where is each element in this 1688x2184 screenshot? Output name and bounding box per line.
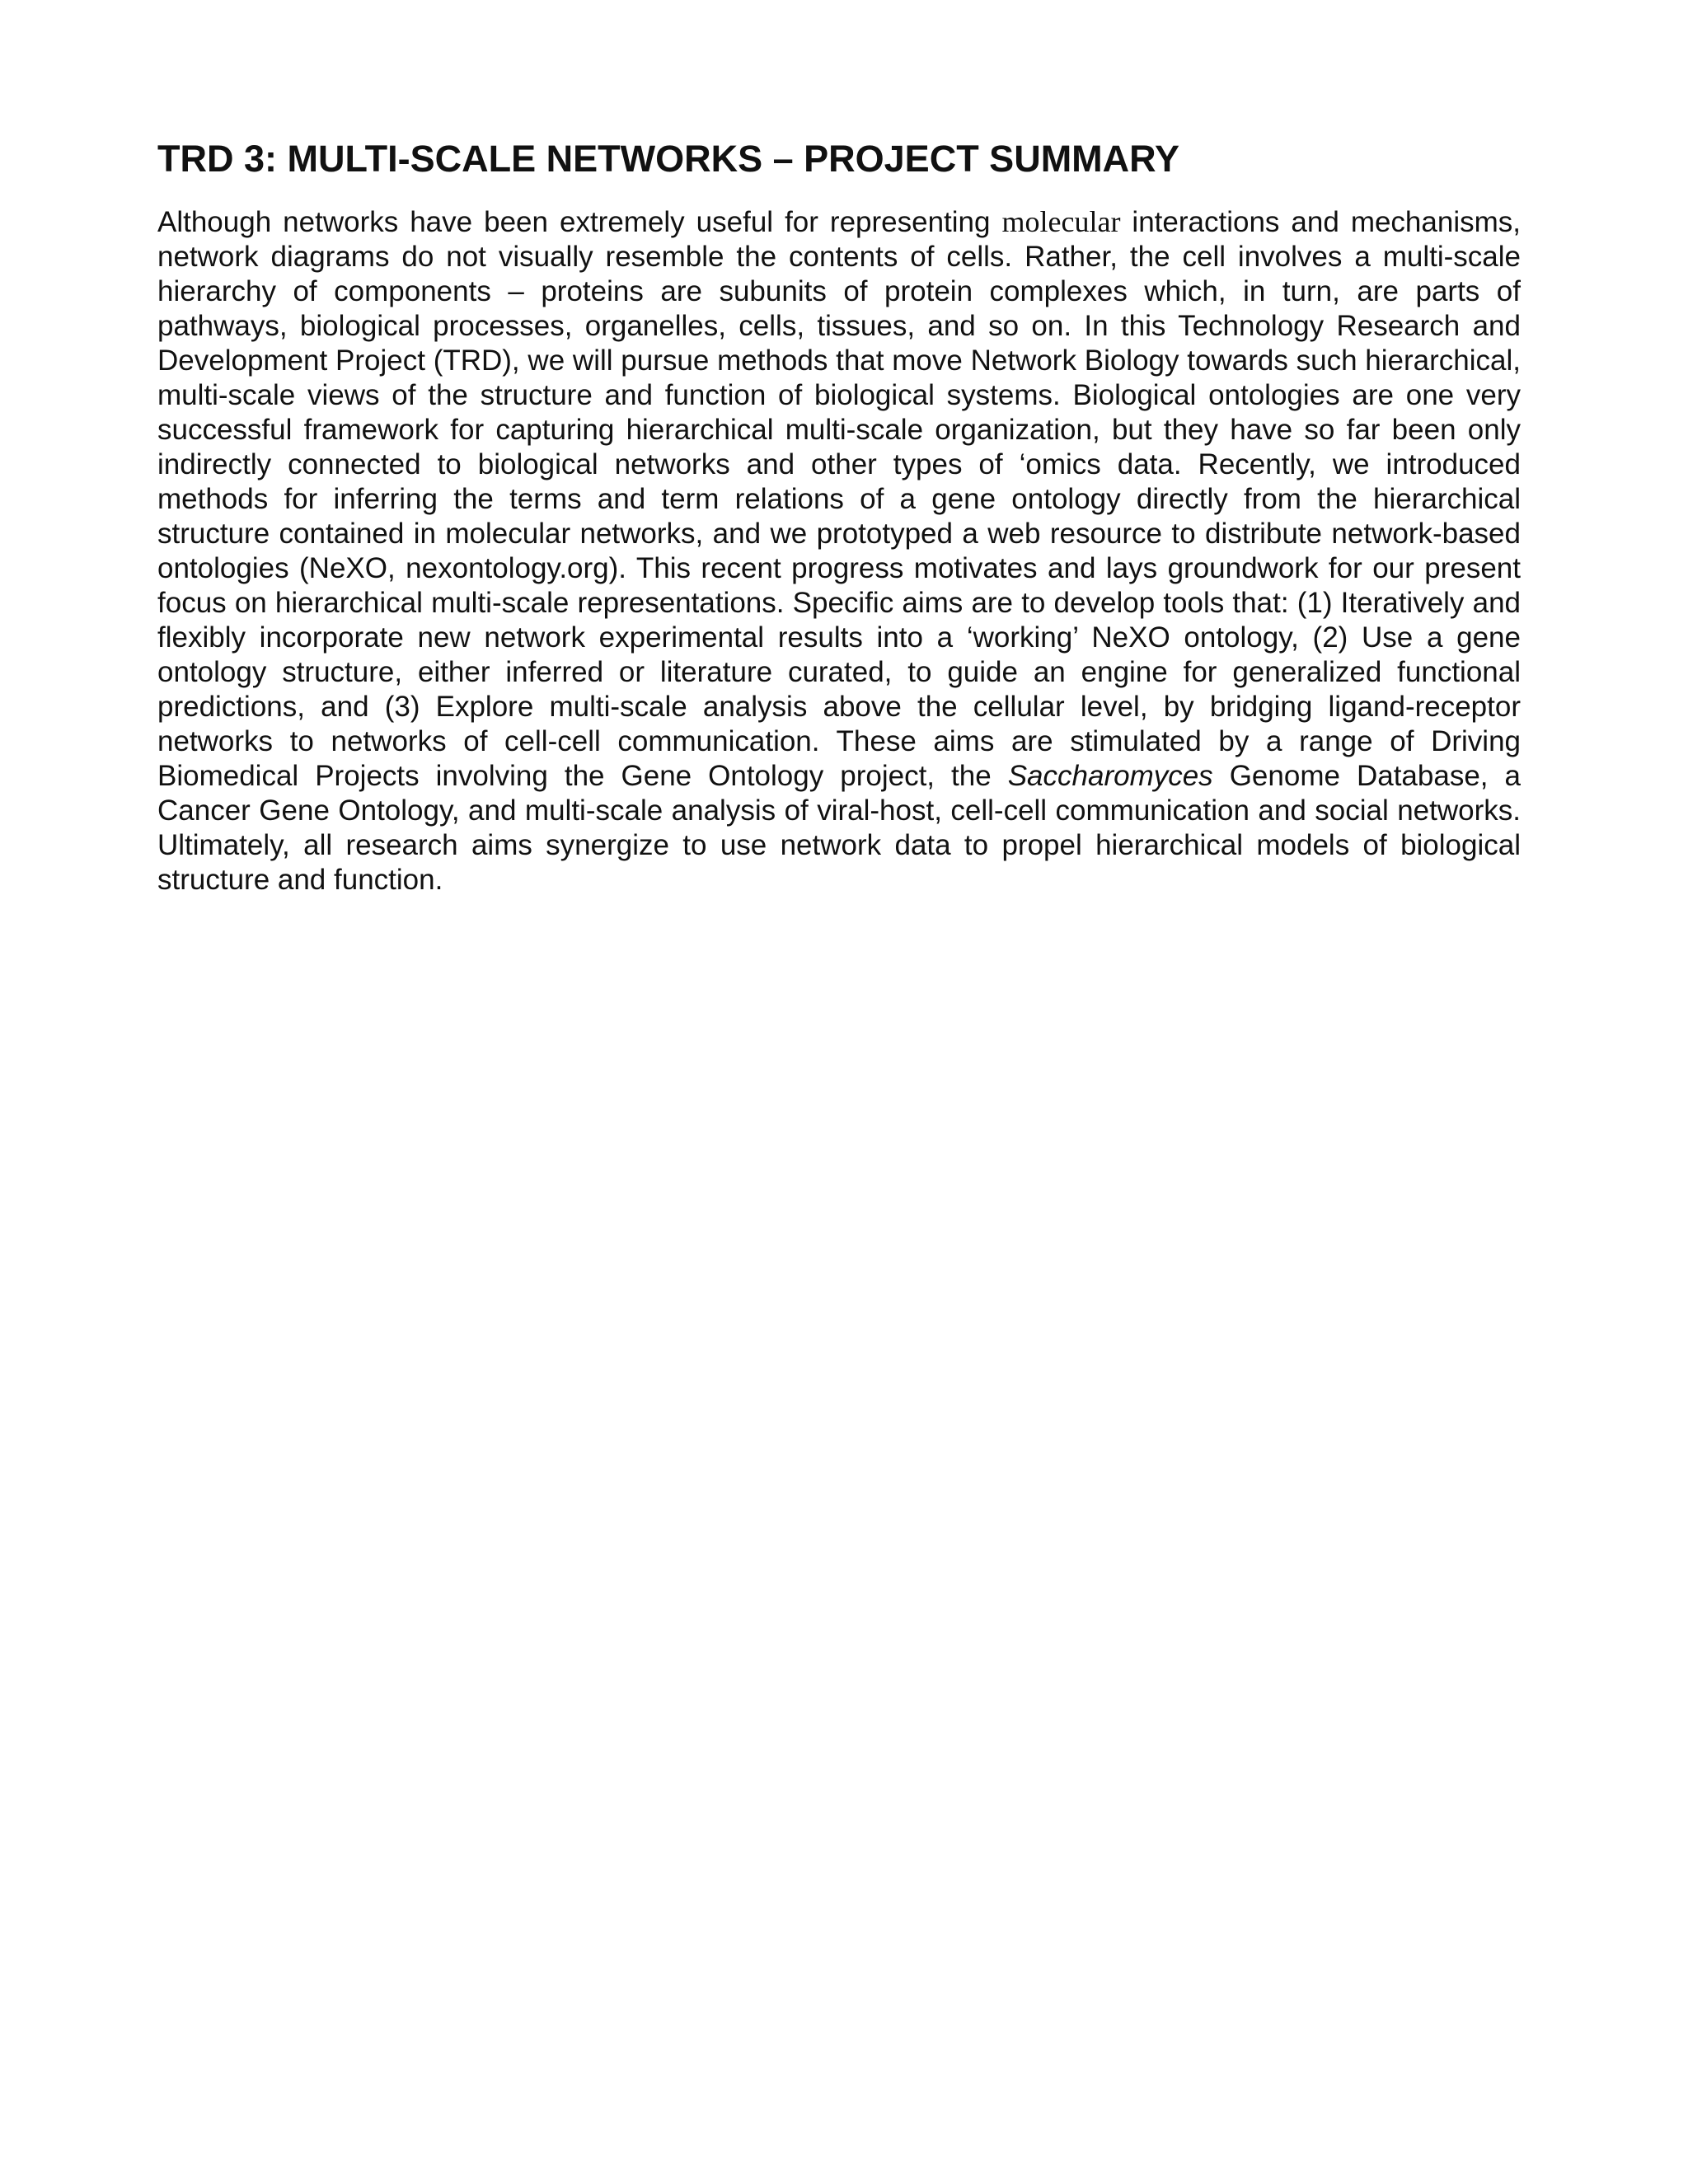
summary-paragraph bbox=[157, 204, 1521, 898]
summary-italic-word: Saccharomyces bbox=[1007, 760, 1213, 792]
document-content bbox=[157, 137, 1521, 898]
page-title: TRD 3: MULTI-SCALE NETWORKS – PROJECT SUMMARY bbox=[157, 138, 1180, 180]
summary-text-part-3: Genome Database, a Cancer Gene Ontology, and multi-scale analysis of viral-host, cell-cell communication and social networks. Ultimately, all research aims synergize to use network data to propel hierarchical models of biological structure and function. bbox=[157, 760, 1521, 896]
summary-text-part-1: Although networks have been extremely useful for representing bbox=[157, 206, 1002, 238]
summary-serif-word: molecular bbox=[1001, 205, 1121, 238]
summary-text-part-2: interactions and mechanisms, network diagrams do not visually resemble the contents of cells. Rather, the cell involves a multi-scale hierarchy of components – proteins are subunits of protein complexes which, in turn, are parts of pathways, biological processes, organelles, cells, tissues, and so on. In this Technology Research and Development Project (TRD), we will pursue methods that move Network Biology towards such hierarchical, multi-scale views of the structure and function of biological systems. Biological ontologies are one very successful framework for capturing hierarchical multi-scale organization, but they have so far been only indirectly connected to biological networks and other types of ‘omics data. Recently, we introduced methods for inferring the terms and term relations of a gene ontology directly from the hierarchical structure contained in molecular networks, and we prototyped a web resource to distribute network-based ontologies (NeXO, nexontology.org). This recent progress motivates and lays groundwork for our present focus on hierarchical multi-scale representations. Specific aims are to develop tools that: (1) Iteratively and flexibly incorporate new network experimental results into a ‘working’ NeXO ontology, (2) Use a gene ontology structure, either inferred or literature curated, to guide an engine for generalized functional predictions, and (3) Explore multi-scale analysis above the cellular level, by bridging ligand-receptor networks to networks of cell-cell communication. These aims are stimulated by a range of Driving Biomedical Projects involving the Gene Ontology project, the bbox=[157, 206, 1521, 792]
